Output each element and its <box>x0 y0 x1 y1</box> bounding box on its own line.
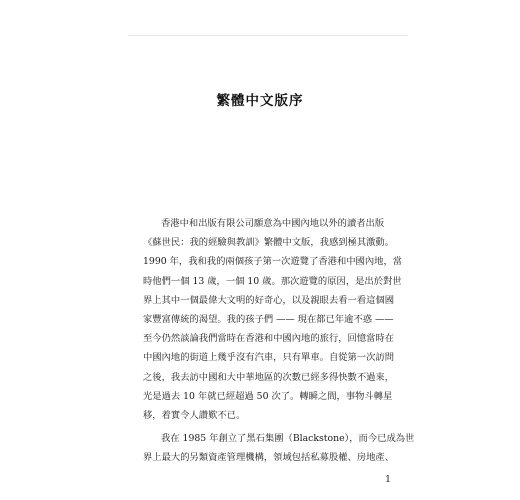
text-line: 界上其中一個最偉大文明的好奇心，以及親眼去看一看這個國 <box>143 294 395 306</box>
text-line: 香港中和出版有限公司願意為中國內地以外的讀者出版 <box>161 218 385 229</box>
text-line: 1990 年，我和我的兩個孩子第一次遊覽了香港和中國內地，當 <box>143 256 403 268</box>
text-line: 移，着實令人讚歎不已。 <box>143 409 246 421</box>
text-line: 之後，我去訪中國和大中華地區的次數已經多得快數不過來， <box>143 371 395 383</box>
paragraph <box>143 214 403 425</box>
text-line: 家豐富傳統的渴望。我的孩子們 —— 現在都已年逾不惑 —— <box>143 313 394 325</box>
text-line: 我在 1985 年創立了黑石集團（Blackstone），而今已成為世 <box>161 432 415 444</box>
text-line: 界上最大的另類資產管理機構，領域包括私募股權、房地產、 <box>143 451 395 463</box>
page-number: 1 <box>385 474 392 485</box>
body-text <box>143 214 415 467</box>
page-title: 繁體中文版序 <box>216 93 304 109</box>
text-line: 中國內地的街道上幾乎沒有汽車，只有單車。自從第一次訪問 <box>143 352 395 364</box>
text-line: 至今仍然談論我們當時在香港和中國內地的旅行，回憶當時在 <box>143 333 395 345</box>
header-rule <box>128 35 408 36</box>
paragraph <box>143 429 415 467</box>
text-line: 《蘇世民：我的經驗與教訓》繁體中文版，我感到極其激動。 <box>143 237 395 249</box>
text-line: 時他們一個 13 歲，一個 10 歲。那次遊覽的原因，是出於對世 <box>143 275 402 287</box>
text-line: 光是過去 10 年就已經超過 50 次了。轉瞬之間，事物斗轉星 <box>143 390 393 402</box>
